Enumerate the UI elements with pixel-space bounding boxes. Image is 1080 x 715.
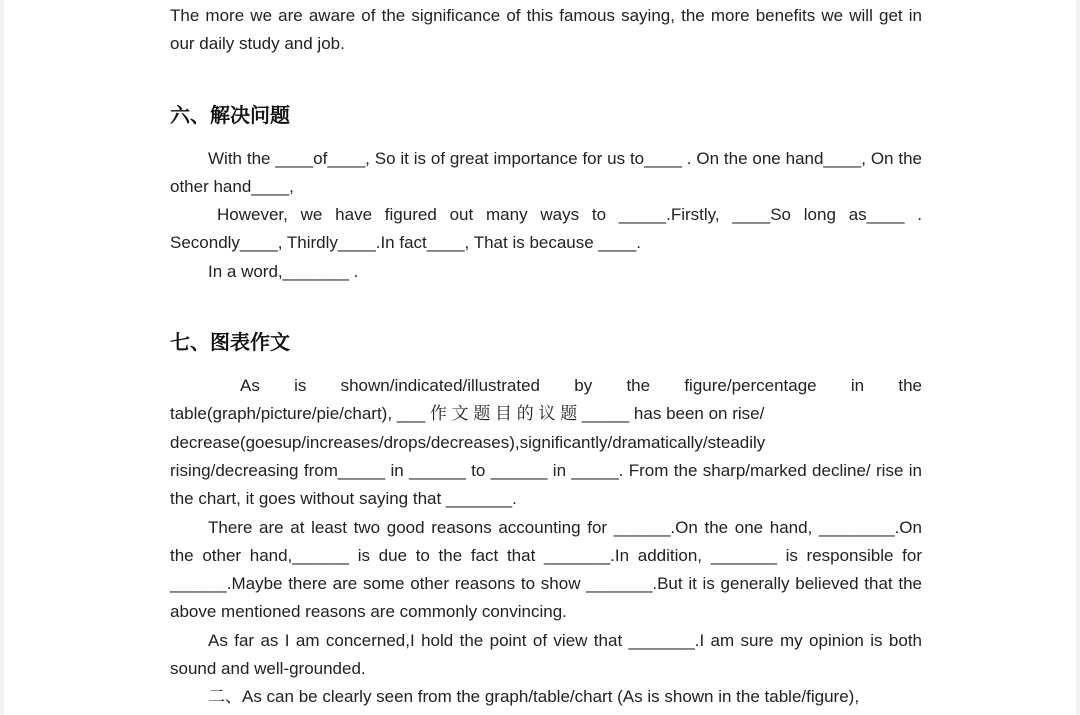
section7-paragraph-1c: rising/decreasing from_____ in ______ to ______ in _____. From the sharp/marked decline/ rise in the chart, it goes without saying that _______. bbox=[170, 460, 922, 509]
section7-paragraph-1b: decrease(goesup/increases/drops/decreases),significantly/dramatically/steadily bbox=[170, 432, 766, 452]
section7-paragraph-4: 二、As can be clearly seen from the graph/table/chart (As is shown in the table/figure), bbox=[208, 687, 860, 707]
document-page bbox=[4, 0, 1076, 715]
document-content bbox=[170, 0, 922, 712]
section-heading-7: 七、图表作文 bbox=[170, 330, 290, 355]
section6-paragraph-1: With the ____of____, So it is of great importance for us to____ . On the one hand____, On the other hand____, bbox=[170, 148, 922, 196]
section7-paragraph-1a: As is shown/indicated/illustrated by the figure/percentage in the table(graph/picture/pie/chart), ___ 作 文 题 目 的 议 题 _____ has been on rise/ bbox=[170, 376, 922, 424]
section6-paragraph-3: In a word,_______ . bbox=[208, 261, 359, 281]
section6-paragraph-2: However, we have figured out many ways to _____.Firstly, ____So long as____ . Secondly____, Thirdly____.In fact____, That is because ____. bbox=[170, 205, 922, 253]
intro-paragraph: The more we are aware of the significance of this famous saying, the more benefits we will get in our daily study and job. bbox=[170, 6, 922, 54]
section7-paragraph-3: As far as I am concerned,I hold the point of view that _______.I am sure my opinion is both sound and well-grounded. bbox=[170, 630, 922, 679]
section-heading-6: 六、解决问题 bbox=[170, 102, 290, 127]
section7-paragraph-2: There are at least two good reasons accounting for ______.On the one hand, ________.On the other hand,______ is due to the fact that _______.In addition, _______ is responsible for ______.Maybe there are some other reasons to show _______.But it is generally believed that the above mentioned reasons are commonly convincing. bbox=[170, 517, 922, 622]
